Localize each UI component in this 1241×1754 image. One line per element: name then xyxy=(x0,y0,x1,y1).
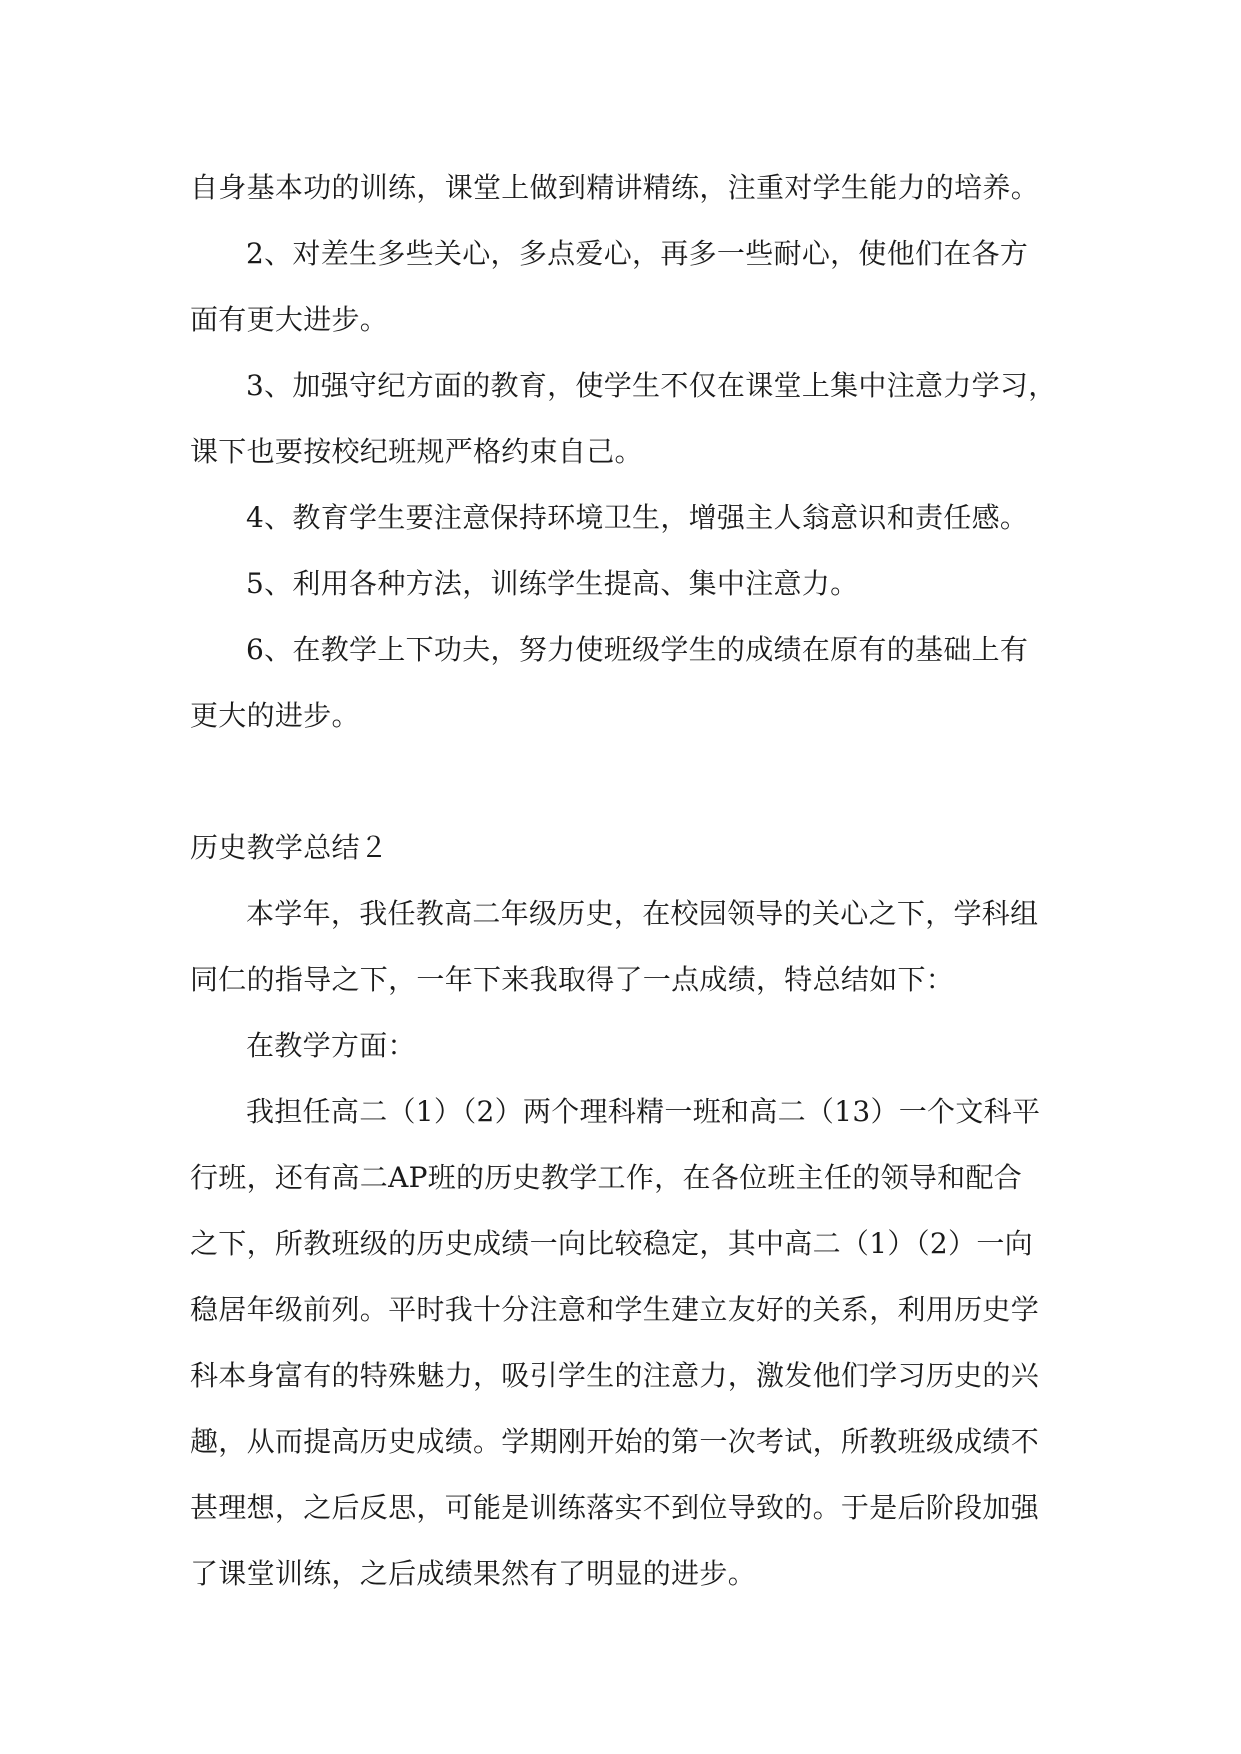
paragraph-line: 在教学方面： xyxy=(246,1029,416,1062)
paragraph-line: 3、加强守纪方面的教育，使学生不仅在课堂上集中注意力学习， xyxy=(246,369,1057,402)
paragraph-line: 行班，还有高二AP班的历史教学工作，在各位班主任的领导和配合 xyxy=(190,1161,1023,1194)
paragraph-line: 甚理想，之后反思，可能是训练落实不到位导致的。于是后阶段加强 xyxy=(190,1491,1040,1524)
paragraph-line: 5、利用各种方法，训练学生提高、集中注意力。 xyxy=(246,567,859,600)
blank-line xyxy=(190,749,1060,815)
paragraph-line: 了课堂训练，之后成绩果然有了明显的进步。 xyxy=(190,1557,757,1590)
paragraph-line: 趣，从而提高历史成绩。学期刚开始的第一次考试，所教班级成绩不 xyxy=(190,1425,1040,1458)
paragraph-line: 科本身富有的特殊魅力，吸引学生的注意力，激发他们学习历史的兴 xyxy=(190,1359,1040,1392)
paragraph-line: 自身基本功的训练，课堂上做到精讲精练，注重对学生能力的培养。 xyxy=(190,171,1040,204)
paragraph-line: 课下也要按校纪班规严格约束自己。 xyxy=(190,435,643,468)
paragraph-line: 面有更大进步。 xyxy=(190,303,389,336)
paragraph-line: 稳居年级前列。平时我十分注意和学生建立友好的关系，利用历史学 xyxy=(190,1293,1040,1326)
paragraph-line: 本学年，我任教高二年级历史，在校园领导的关心之下，学科组 xyxy=(246,897,1039,930)
paragraph-line: 更大的进步。 xyxy=(190,699,360,732)
paragraph-line: 之下，所教班级的历史成绩一向比较稳定，其中高二（1）（2）一向 xyxy=(190,1227,1033,1260)
paragraph-line: 同仁的指导之下，一年下来我取得了一点成绩，特总结如下： xyxy=(190,963,955,996)
paragraph-line: 2、对差生多些关心，多点爱心，再多一些耐心，使他们在各方 xyxy=(246,237,1029,270)
section-heading: 历史教学总结２ xyxy=(190,831,389,864)
paragraph-line: 我担任高二（1）（2）两个理科精一班和高二（13）一个文科平 xyxy=(246,1095,1041,1128)
document-body xyxy=(190,155,1060,1607)
paragraph-line: 6、在教学上下功夫，努力使班级学生的成绩在原有的基础上有 xyxy=(246,633,1029,666)
paragraph-line: 4、教育学生要注意保持环境卫生，增强主人翁意识和责任感。 xyxy=(246,501,1029,534)
